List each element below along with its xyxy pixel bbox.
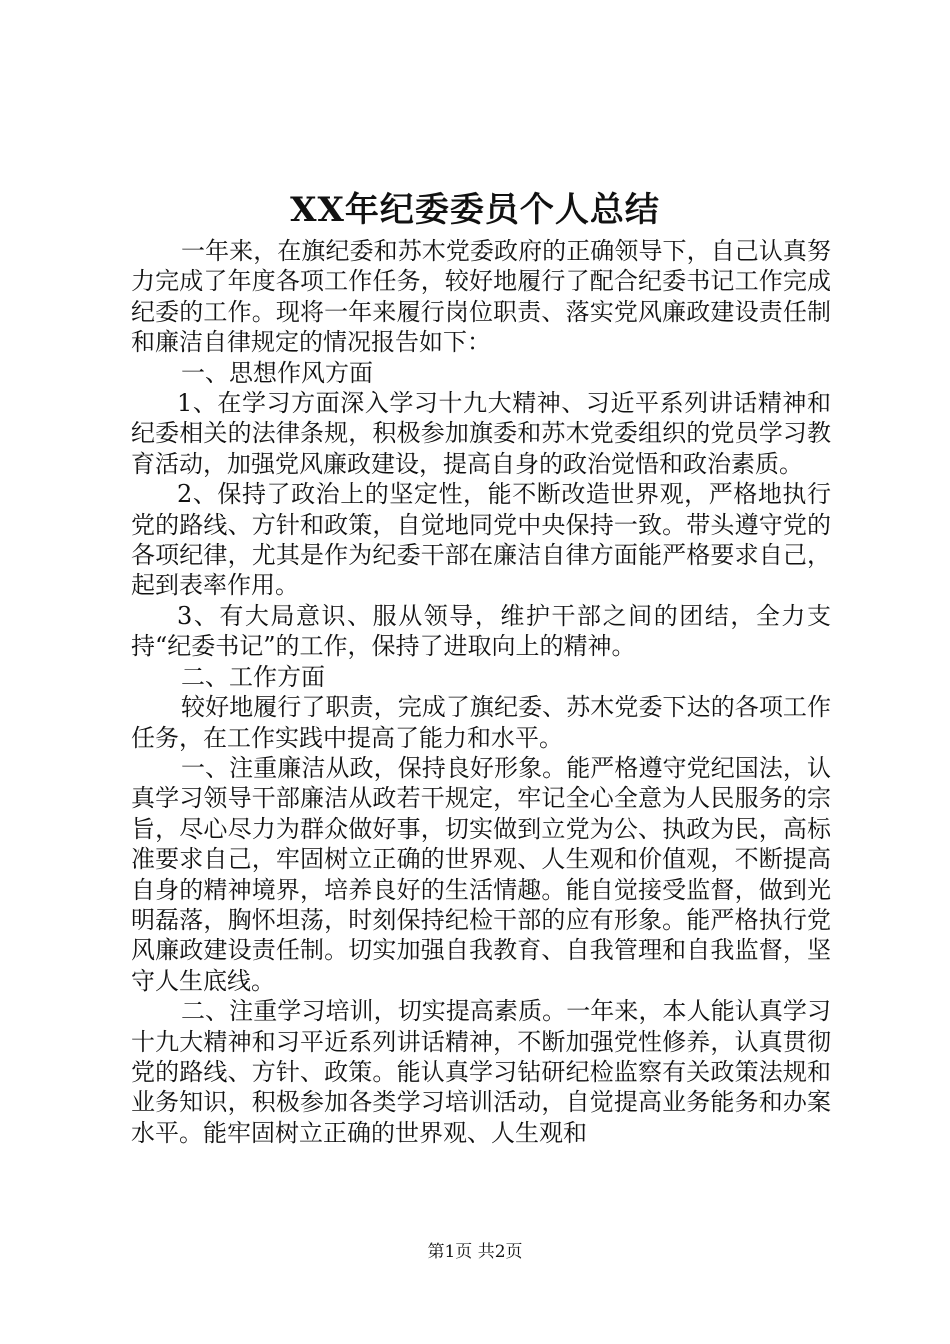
section-heading-work: 二、工作方面 xyxy=(181,662,325,691)
paragraph-integrity: 一、注重廉洁从政，保持良好形象。能严格遵守党纪国法，认真学习领导干部廉洁从政若干规定，牢记全心全意为人民服务的宗旨，尽心尽力为群众做好事，切实做到立党为公、执政为民，高标准要求自己，牢固树立正确的世界观、人生观和价值观，不断提高自身的精神境界，培养良好的生活情趣。能自觉接受监督，做到光明磊落，胸怀坦荡，时刻保持纪检干部的应有形象。能严格执行党风廉政建设责任制。切实加强自我教育、自我管理和自我监督，坚守人生底线。 xyxy=(131,753,831,995)
document-body xyxy=(131,236,831,1148)
paragraph-item-2: 2、保持了政治上的坚定性，能不断改造世界观，严格地执行党的路线、方针和政策，自觉地同党中央保持一致。带头遵守党的各项纪律，尤其是作为纪委干部在廉洁自律方面能严格要求自己，起到表率作用。 xyxy=(131,480,831,600)
page-number: 第1页 共2页 xyxy=(427,1242,523,1262)
paragraph-work-summary: 较好地履行了职责，完成了旗纪委、苏木党委下达的各项工作任务，在工作实践中提高了能力和水平。 xyxy=(131,693,831,752)
paragraph-study: 二、注重学习培训，切实提高素质。一年来，本人能认真学习十九大精神和习平近系列讲话精神，不断加强党性修养，认真贯彻党的路线、方针、政策。能认真学习钻研纪检监察有关政策法规和业务知识，积极参加各类学习培训活动，自觉提高业务能务和办案水平。能牢固树立正确的世界观、人生观和 xyxy=(131,997,831,1147)
paragraph-item-3: 3、有大局意识、服从领导，维护干部之间的团结，全力支持“纪委书记”的工作，保持了进取向上的精神。 xyxy=(131,601,831,661)
paragraph-intro: 一年来，在旗纪委和苏木党委政府的正确领导下，自己认真努力完成了年度各项工作任务，较好地履行了配合纪委书记工作完成纪委的工作。现将一年来履行岗位职责、落实党风廉政建设责任制和廉洁自律规定的情况报告如下： xyxy=(131,237,831,357)
paragraph-item-1: 1、在学习方面深入学习十九大精神、习近平系列讲话精神和纪委相关的法律条规，积极参加旗委和苏木党委组织的党员学习教育活动，加强党风廉政建设，提高自身的政治觉悟和政治素质。 xyxy=(131,389,831,478)
section-heading-ideology: 一、思想作风方面 xyxy=(181,358,373,387)
document-title: XX年纪委委员个人总结 xyxy=(290,190,660,230)
